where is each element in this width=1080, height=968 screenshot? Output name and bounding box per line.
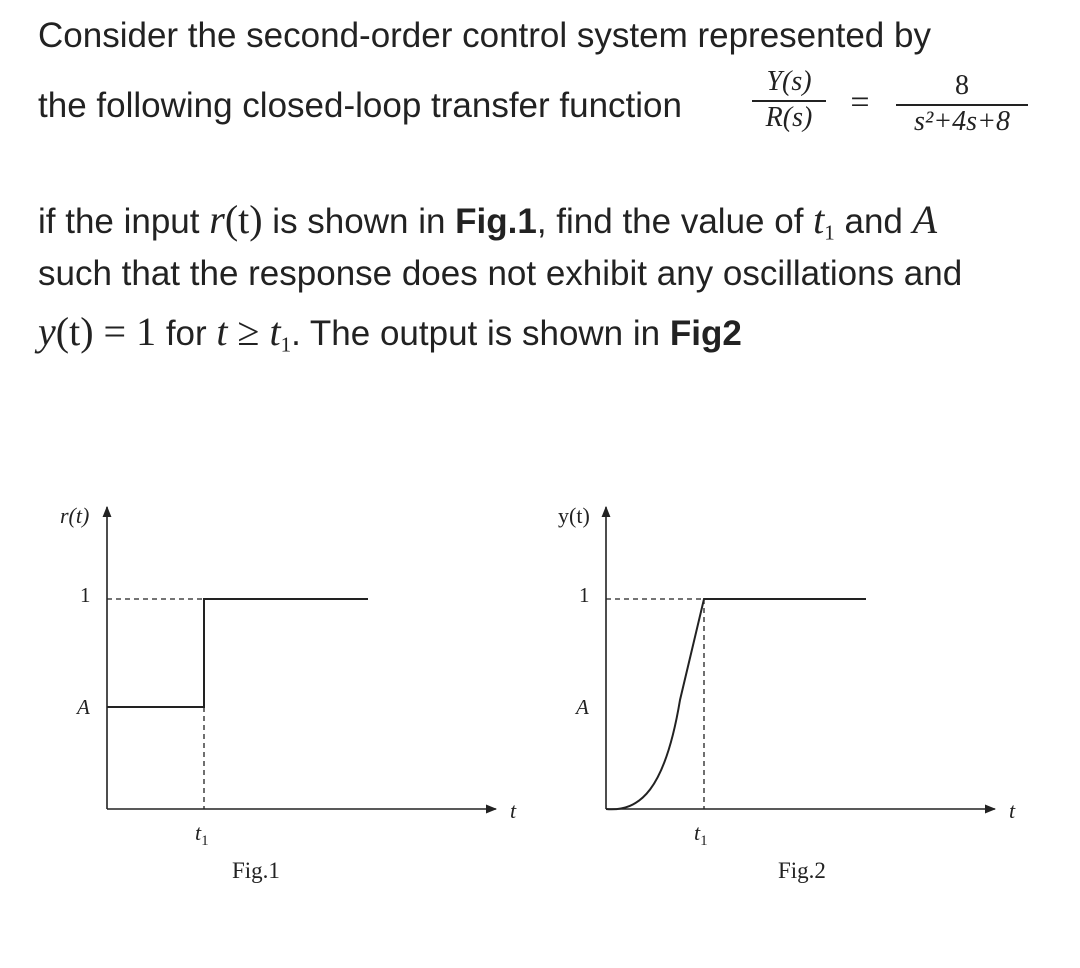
text-segment: is shown in [262, 202, 456, 241]
tf-rhs-numerator: 8 [955, 70, 969, 101]
figure-1 [60, 503, 517, 883]
math-y: y [38, 309, 56, 354]
fig2-caption: Fig.2 [778, 858, 826, 883]
text-segment: and [834, 202, 913, 241]
math-subscript: 1 [280, 332, 292, 357]
fig2-tick-t1-main: t [694, 820, 701, 845]
tf-lhs-numerator: Y(s) [766, 66, 812, 97]
fig1-xlabel: t [510, 798, 517, 823]
problem-line-1: Consider the second-order control system represented by [38, 16, 931, 55]
fig2-tick-1: 1 [579, 583, 590, 607]
tf-rhs-denominator: s²+4s+8 [914, 106, 1010, 137]
math-equals-1: = 1 [93, 309, 157, 354]
fig1-reference: Fig.1 [455, 202, 537, 241]
fig1-tick-t1-sub: 1 [201, 833, 209, 849]
problem-line-4: such that the response does not exhibit any oscillations and [38, 254, 963, 293]
fig1-tick-A: A [77, 695, 90, 719]
math-subscript: 1 [824, 220, 835, 245]
fig2-output-signal [606, 599, 866, 809]
text-segment: for [156, 314, 217, 353]
fig2-tick-t1 [694, 820, 708, 849]
fig1-ylabel: r(t) [60, 503, 90, 528]
fig1-input-signal [107, 599, 368, 707]
math-paren-t: (t) [224, 197, 263, 242]
fig1-tick-t1-main: t [195, 820, 202, 845]
math-A: A [912, 197, 938, 242]
figure-2 [558, 503, 1016, 883]
fig1-tick-t1 [195, 820, 209, 849]
math-ge: ≥ [227, 309, 270, 354]
text-segment: . The output is shown in [291, 314, 670, 353]
fig2-reference: Fig2 [669, 314, 742, 353]
fig2-tick-t1-sub: 1 [700, 833, 708, 849]
math-t: t [813, 197, 825, 242]
fig1-tick-1: 1 [80, 583, 91, 607]
text-segment: , find the value of [536, 202, 814, 241]
math-t: t [269, 309, 281, 354]
tf-equals-sign: = [850, 84, 870, 121]
math-r: r [209, 197, 225, 242]
problem-line-2: the following closed-loop transfer function [38, 86, 682, 125]
fig1-caption: Fig.1 [232, 858, 280, 883]
math-paren-t: (t) [55, 309, 94, 354]
tf-lhs-denominator: R(s) [765, 102, 813, 133]
text-segment: if the input [38, 202, 210, 241]
fig2-tick-A: A [576, 695, 589, 719]
math-t: t [216, 309, 228, 354]
fig2-xlabel: t [1009, 798, 1016, 823]
fig2-ylabel: y(t) [558, 503, 590, 528]
